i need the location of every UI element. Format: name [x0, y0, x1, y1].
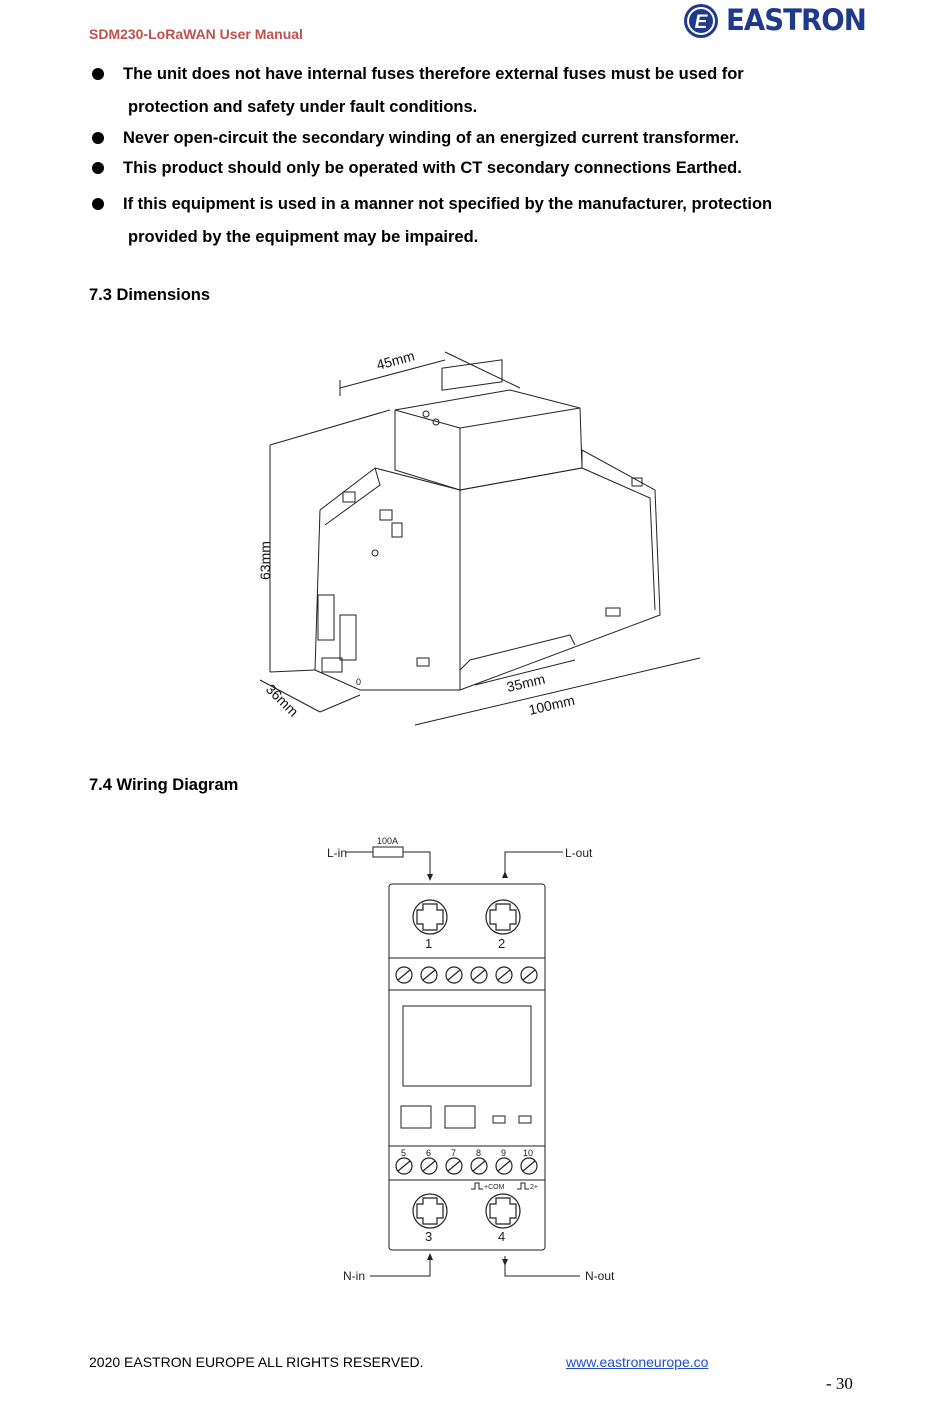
- bullet-text: The unit does not have internal fuses therefore external fuses must be used for: [123, 65, 744, 83]
- bullet-text-continued: protection and safety under fault conditions.: [128, 98, 478, 116]
- small-terminal-label: 5: [401, 1148, 407, 1158]
- bullet-dot-icon: [92, 162, 104, 174]
- n-out-label: N-out: [585, 1269, 615, 1283]
- section-heading-wiring: 7.4 Wiring Diagram: [89, 776, 239, 794]
- bullet-text-continued: provided by the equipment may be impaired.: [128, 228, 479, 246]
- n-in-label: N-in: [343, 1269, 366, 1283]
- fuse-rating-label: 100A: [377, 836, 399, 846]
- pulse2-label: 2+: [530, 1184, 538, 1191]
- logo-mark: E: [694, 12, 708, 33]
- bullet-item: [89, 152, 849, 185]
- eastron-logo-icon: [682, 2, 722, 42]
- small-terminal-label: 10: [523, 1148, 534, 1158]
- small-terminal-label: 9: [501, 1148, 507, 1158]
- small-terminal-label: 6: [426, 1148, 432, 1158]
- bullet-text: If this equipment is used in a manner not specified by the manufacturer, protection: [123, 195, 773, 213]
- corner-mark-label: 0: [356, 677, 362, 687]
- small-terminal-label: 7: [451, 1148, 457, 1158]
- bullet-text: This product should only be operated with CT secondary connections Earthed.: [123, 159, 742, 177]
- page-number: - 30: [826, 1374, 853, 1393]
- footer-website-link[interactable]: www.eastroneurope.co: [566, 1354, 709, 1370]
- pulse-com-label: +COM: [484, 1184, 505, 1191]
- bullet-item: [89, 122, 849, 155]
- eastron-logo: [682, 2, 866, 42]
- bullet-dot-icon: [92, 198, 104, 210]
- terminal-label: 1: [425, 936, 433, 951]
- l-in-label: L-in: [327, 846, 348, 860]
- terminal-label: 3: [425, 1229, 433, 1244]
- terminal-label: 4: [498, 1229, 506, 1244]
- dimension-rail-label: 35mm: [505, 670, 547, 695]
- bullet-text: Never open-circuit the secondary winding of an energized current transformer.: [123, 129, 740, 147]
- section-heading-dimensions: 7.3 Dimensions: [89, 286, 211, 304]
- dimension-height-label: 63mm: [257, 541, 273, 580]
- dimension-depth-label: 36mm: [262, 680, 302, 720]
- safety-bullet-list: [89, 58, 849, 254]
- terminal-label: 2: [498, 936, 506, 951]
- bullet-dot-icon: [92, 68, 104, 80]
- dimensions-drawing: [230, 340, 710, 740]
- logo-text: EASTRON: [726, 3, 866, 37]
- manual-title: SDM230-LoRaWAN User Manual: [89, 26, 303, 42]
- bullet-dot-icon: [92, 132, 104, 144]
- bullet-item: [89, 58, 849, 124]
- small-terminal-label: 8: [476, 1148, 482, 1158]
- dimension-width-label: 45mm: [374, 347, 417, 373]
- l-out-label: L-out: [565, 846, 593, 860]
- dimension-length-label: 100mm: [527, 691, 577, 718]
- footer-copyright: 2020 EASTRON EUROPE ALL RIGHTS RESERVED.: [89, 1354, 424, 1370]
- bullet-item: [89, 188, 849, 254]
- wiring-diagram: [315, 828, 635, 1288]
